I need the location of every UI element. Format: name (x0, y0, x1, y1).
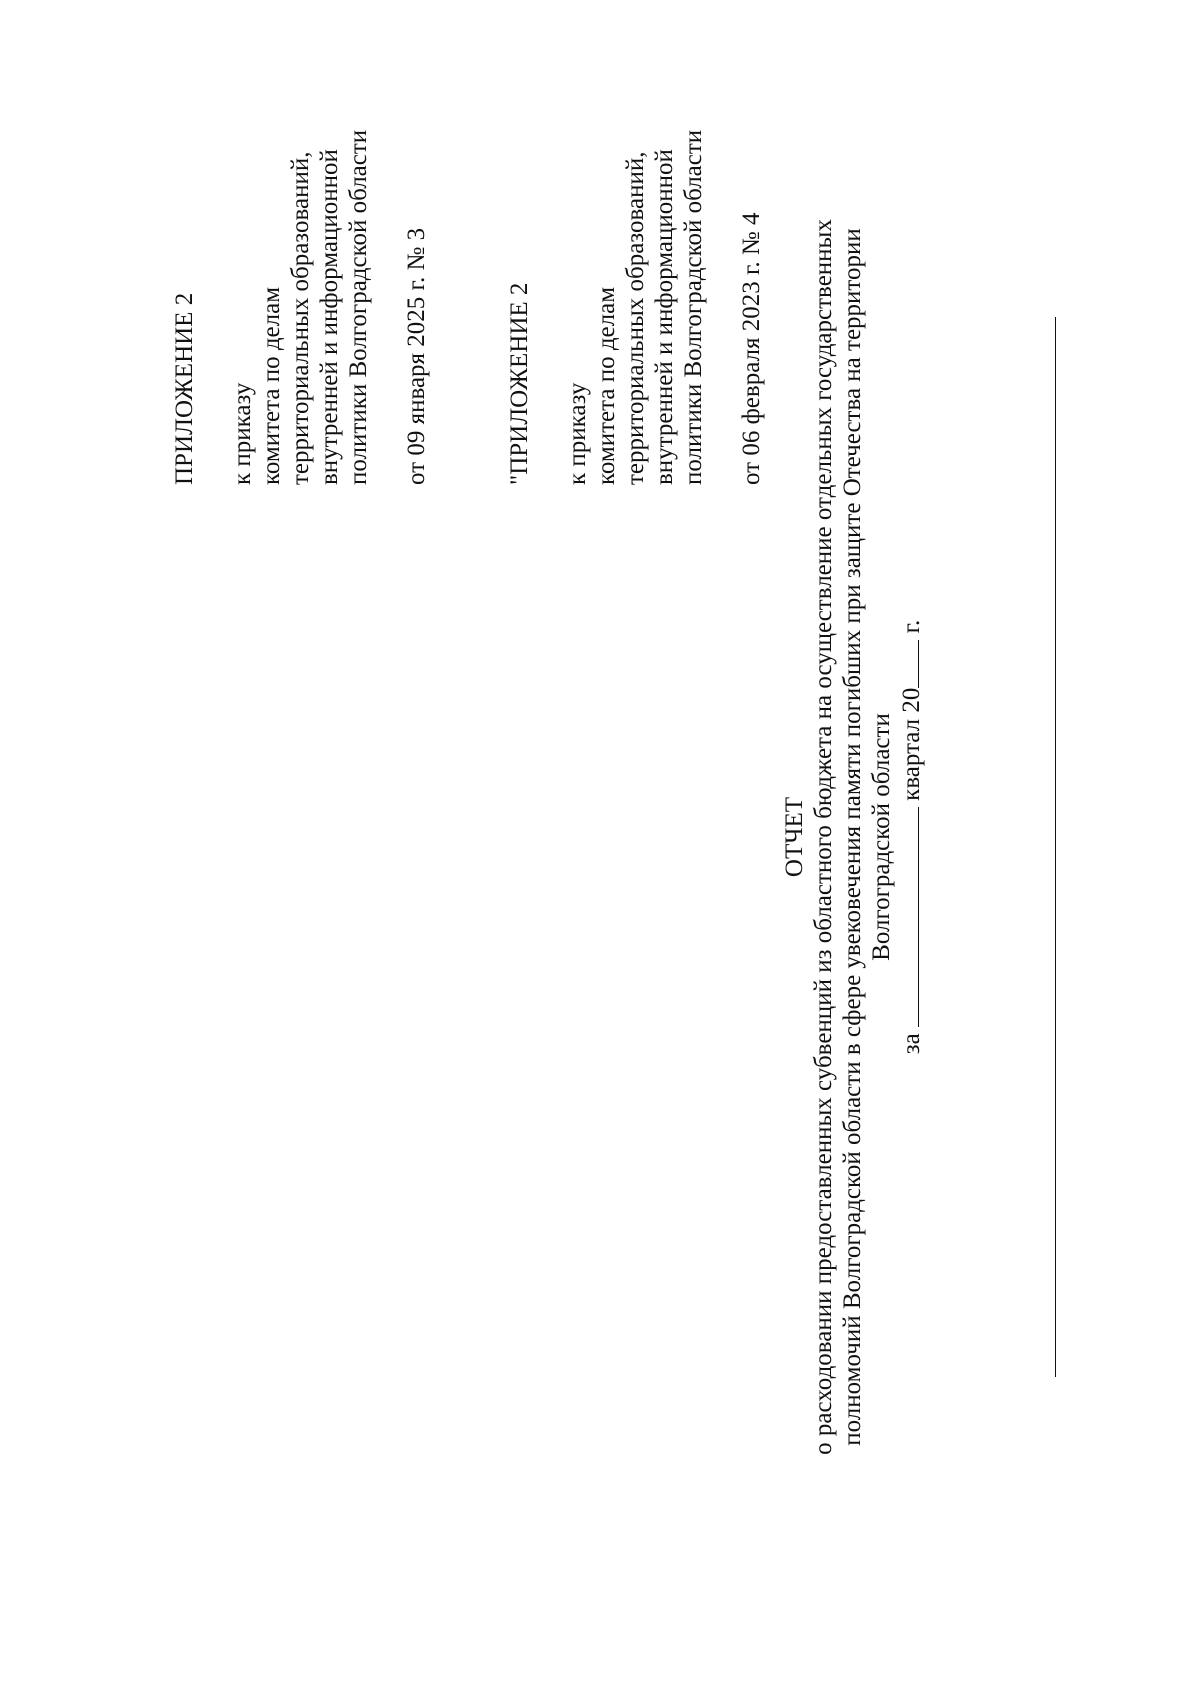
appendix-line: политики Волгоградской области (680, 129, 707, 485)
period-middle: квартал 20 (898, 687, 925, 801)
period-blank-quarter[interactable] (896, 807, 919, 1027)
bottom-rule (1055, 317, 1056, 1377)
appendix-date-line: от 06 февраля 2023 г. № 4 (738, 212, 765, 485)
report-description-line: полномочий Волгоградской области в сфере увековечения памяти погибших при защите Отечества на территории (839, 228, 866, 1446)
appendix-line: внутренней и информационной (316, 149, 343, 485)
period-prefix: за (898, 1033, 925, 1055)
appendix-line: внутренней и информационной (651, 149, 678, 485)
report-period-line (896, 147, 926, 1527)
report-heading: ОТЧЕТ (781, 796, 808, 878)
period-suffix: г. (898, 619, 925, 634)
appendix-line: политики Волгоградской области (345, 129, 372, 485)
report-title-block (780, 147, 926, 1527)
period-blank-year[interactable] (896, 640, 919, 688)
appendix-block-current (170, 130, 431, 485)
appendix-line: территориальных образований, (287, 151, 314, 485)
appendix-line: комитета по делам (258, 286, 285, 485)
appendix-title: ПРИЛОЖЕНИЕ 2 (171, 292, 198, 485)
report-region: Волгоградской области (868, 713, 895, 961)
appendix-line: к приказу (229, 382, 256, 485)
appendix-line: комитета по делам (593, 286, 620, 485)
appendix-block-previous (505, 130, 766, 485)
appendix-line: к приказу (564, 382, 591, 485)
appendix-line: территориальных образований, (622, 151, 649, 485)
report-description-line: о расходовании предоставленных субвенций из областного бюджета на осуществление отдельных государственных (810, 219, 837, 1455)
appendix-title: "ПРИЛОЖЕНИЕ 2 (506, 282, 533, 485)
appendix-date-line: от 09 января 2025 г. № 3 (403, 227, 430, 485)
